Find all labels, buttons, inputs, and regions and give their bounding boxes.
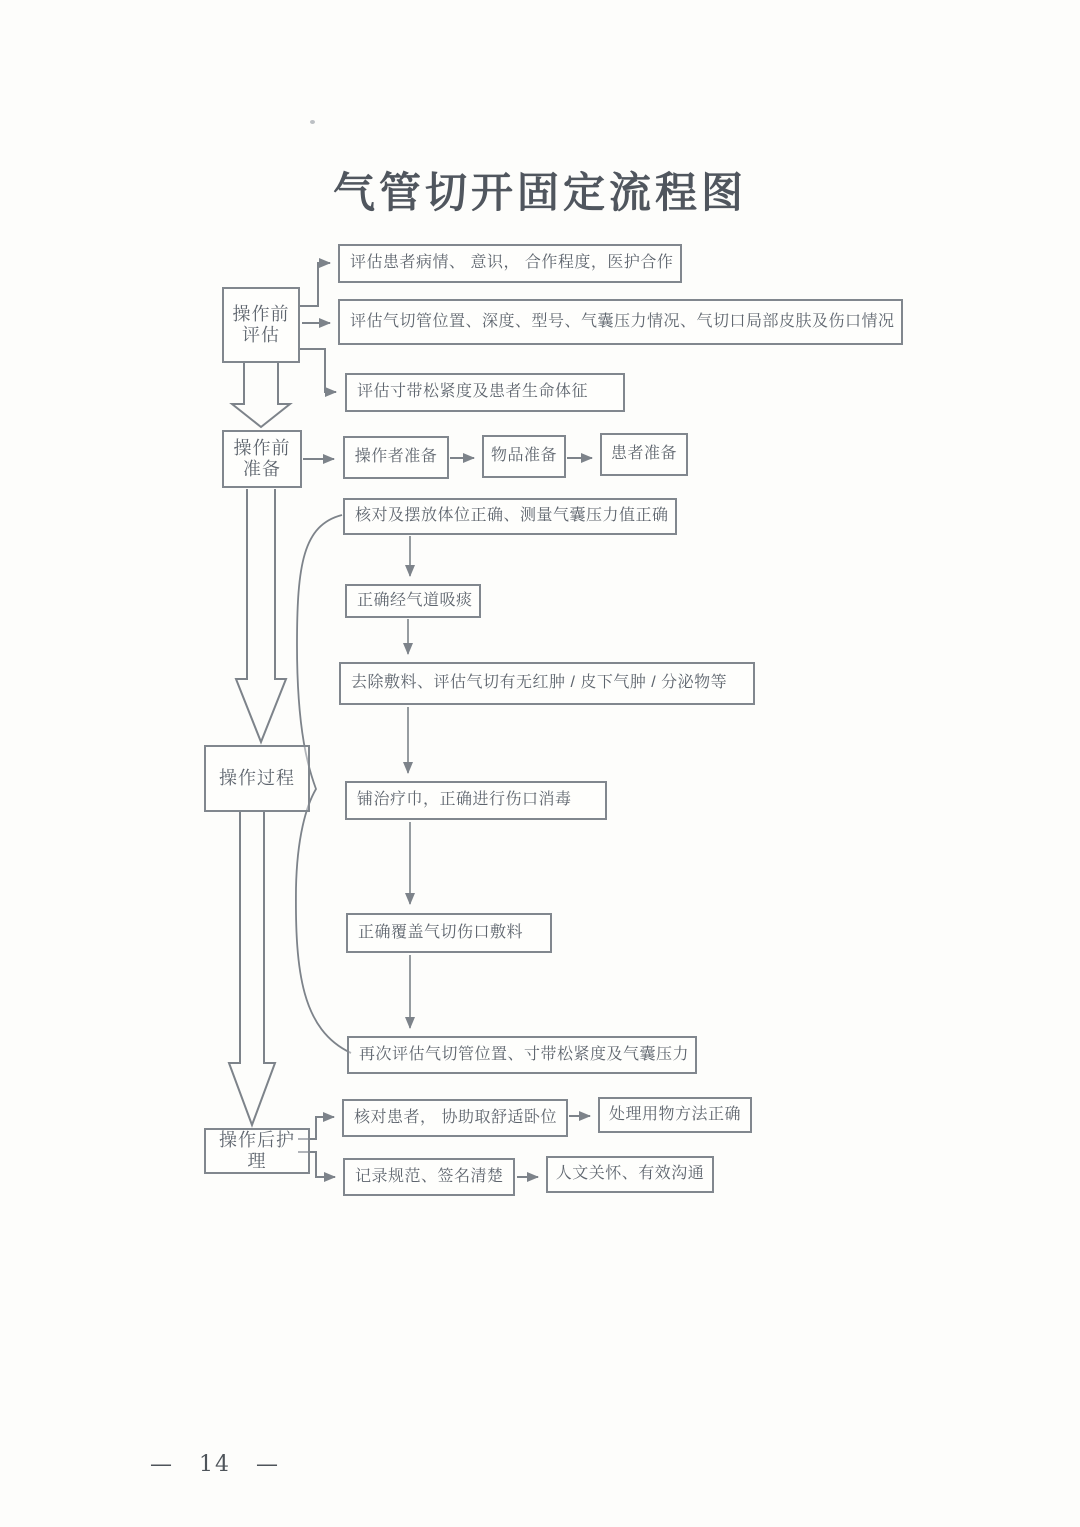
arrow-assess-3 xyxy=(300,349,336,392)
hollow-arrow-2 xyxy=(236,489,286,742)
stage-pre-assessment xyxy=(222,287,300,363)
process-step-4: 铺治疗巾，正确进行伤口消毒 xyxy=(345,781,607,820)
stage-post-care: 操作后护理 xyxy=(204,1128,310,1174)
page-title: 气管切开固定流程图 xyxy=(332,169,747,216)
assessment-item-2: 评估气切管位置、深度、型号、气囊压力情况、气切口局部皮肤及伤口情况 xyxy=(338,299,903,345)
hollow-arrow-3 xyxy=(229,812,275,1125)
hollow-arrow-1 xyxy=(232,363,290,427)
post-care-next-1: 处理用物方法正确 xyxy=(598,1097,752,1133)
stage-pre-preparation-line2: 准备 xyxy=(243,459,281,479)
stage-pre-preparation-line1: 操作前 xyxy=(233,438,291,459)
stage-process: 操作过程 xyxy=(204,745,310,812)
arrow-assess-1 xyxy=(300,263,330,306)
assessment-item-1: 评估患者病情、 意识， 合作程度，医护合作 xyxy=(338,244,682,283)
stage-pre-assessment-line1: 操作前 xyxy=(232,304,290,325)
post-care-step-2: 记录规范、签名清楚 xyxy=(343,1158,515,1196)
process-step-5: 正确覆盖气切伤口敷料 xyxy=(346,913,552,953)
assessment-item-3: 评估寸带松紧度及患者生命体征 xyxy=(345,373,625,412)
preparation-item-operator: 操作者准备 xyxy=(343,436,449,479)
post-care-next-2: 人文关怀、有效沟通 xyxy=(546,1156,714,1193)
post-care-step-1: 核对患者， 协助取舒适卧位 xyxy=(342,1099,568,1137)
process-step-2: 正确经气道吸痰 xyxy=(345,584,481,618)
process-step-3: 去除敷料、评估气切有无红肿 / 皮下气肿 / 分泌物等 xyxy=(339,662,755,705)
process-step-6: 再次评估气切管位置、寸带松紧度及气囊压力 xyxy=(347,1036,697,1074)
process-step-1: 核对及摆放体位正确、测量气囊压力值正确 xyxy=(343,498,677,535)
preparation-item-supplies: 物品准备 xyxy=(482,435,566,478)
stage-pre-preparation xyxy=(222,430,302,488)
preparation-item-patient: 患者准备 xyxy=(600,433,688,476)
stage-pre-assessment-line2: 评估 xyxy=(242,325,280,345)
page-number: — 14 — xyxy=(150,1452,280,1477)
